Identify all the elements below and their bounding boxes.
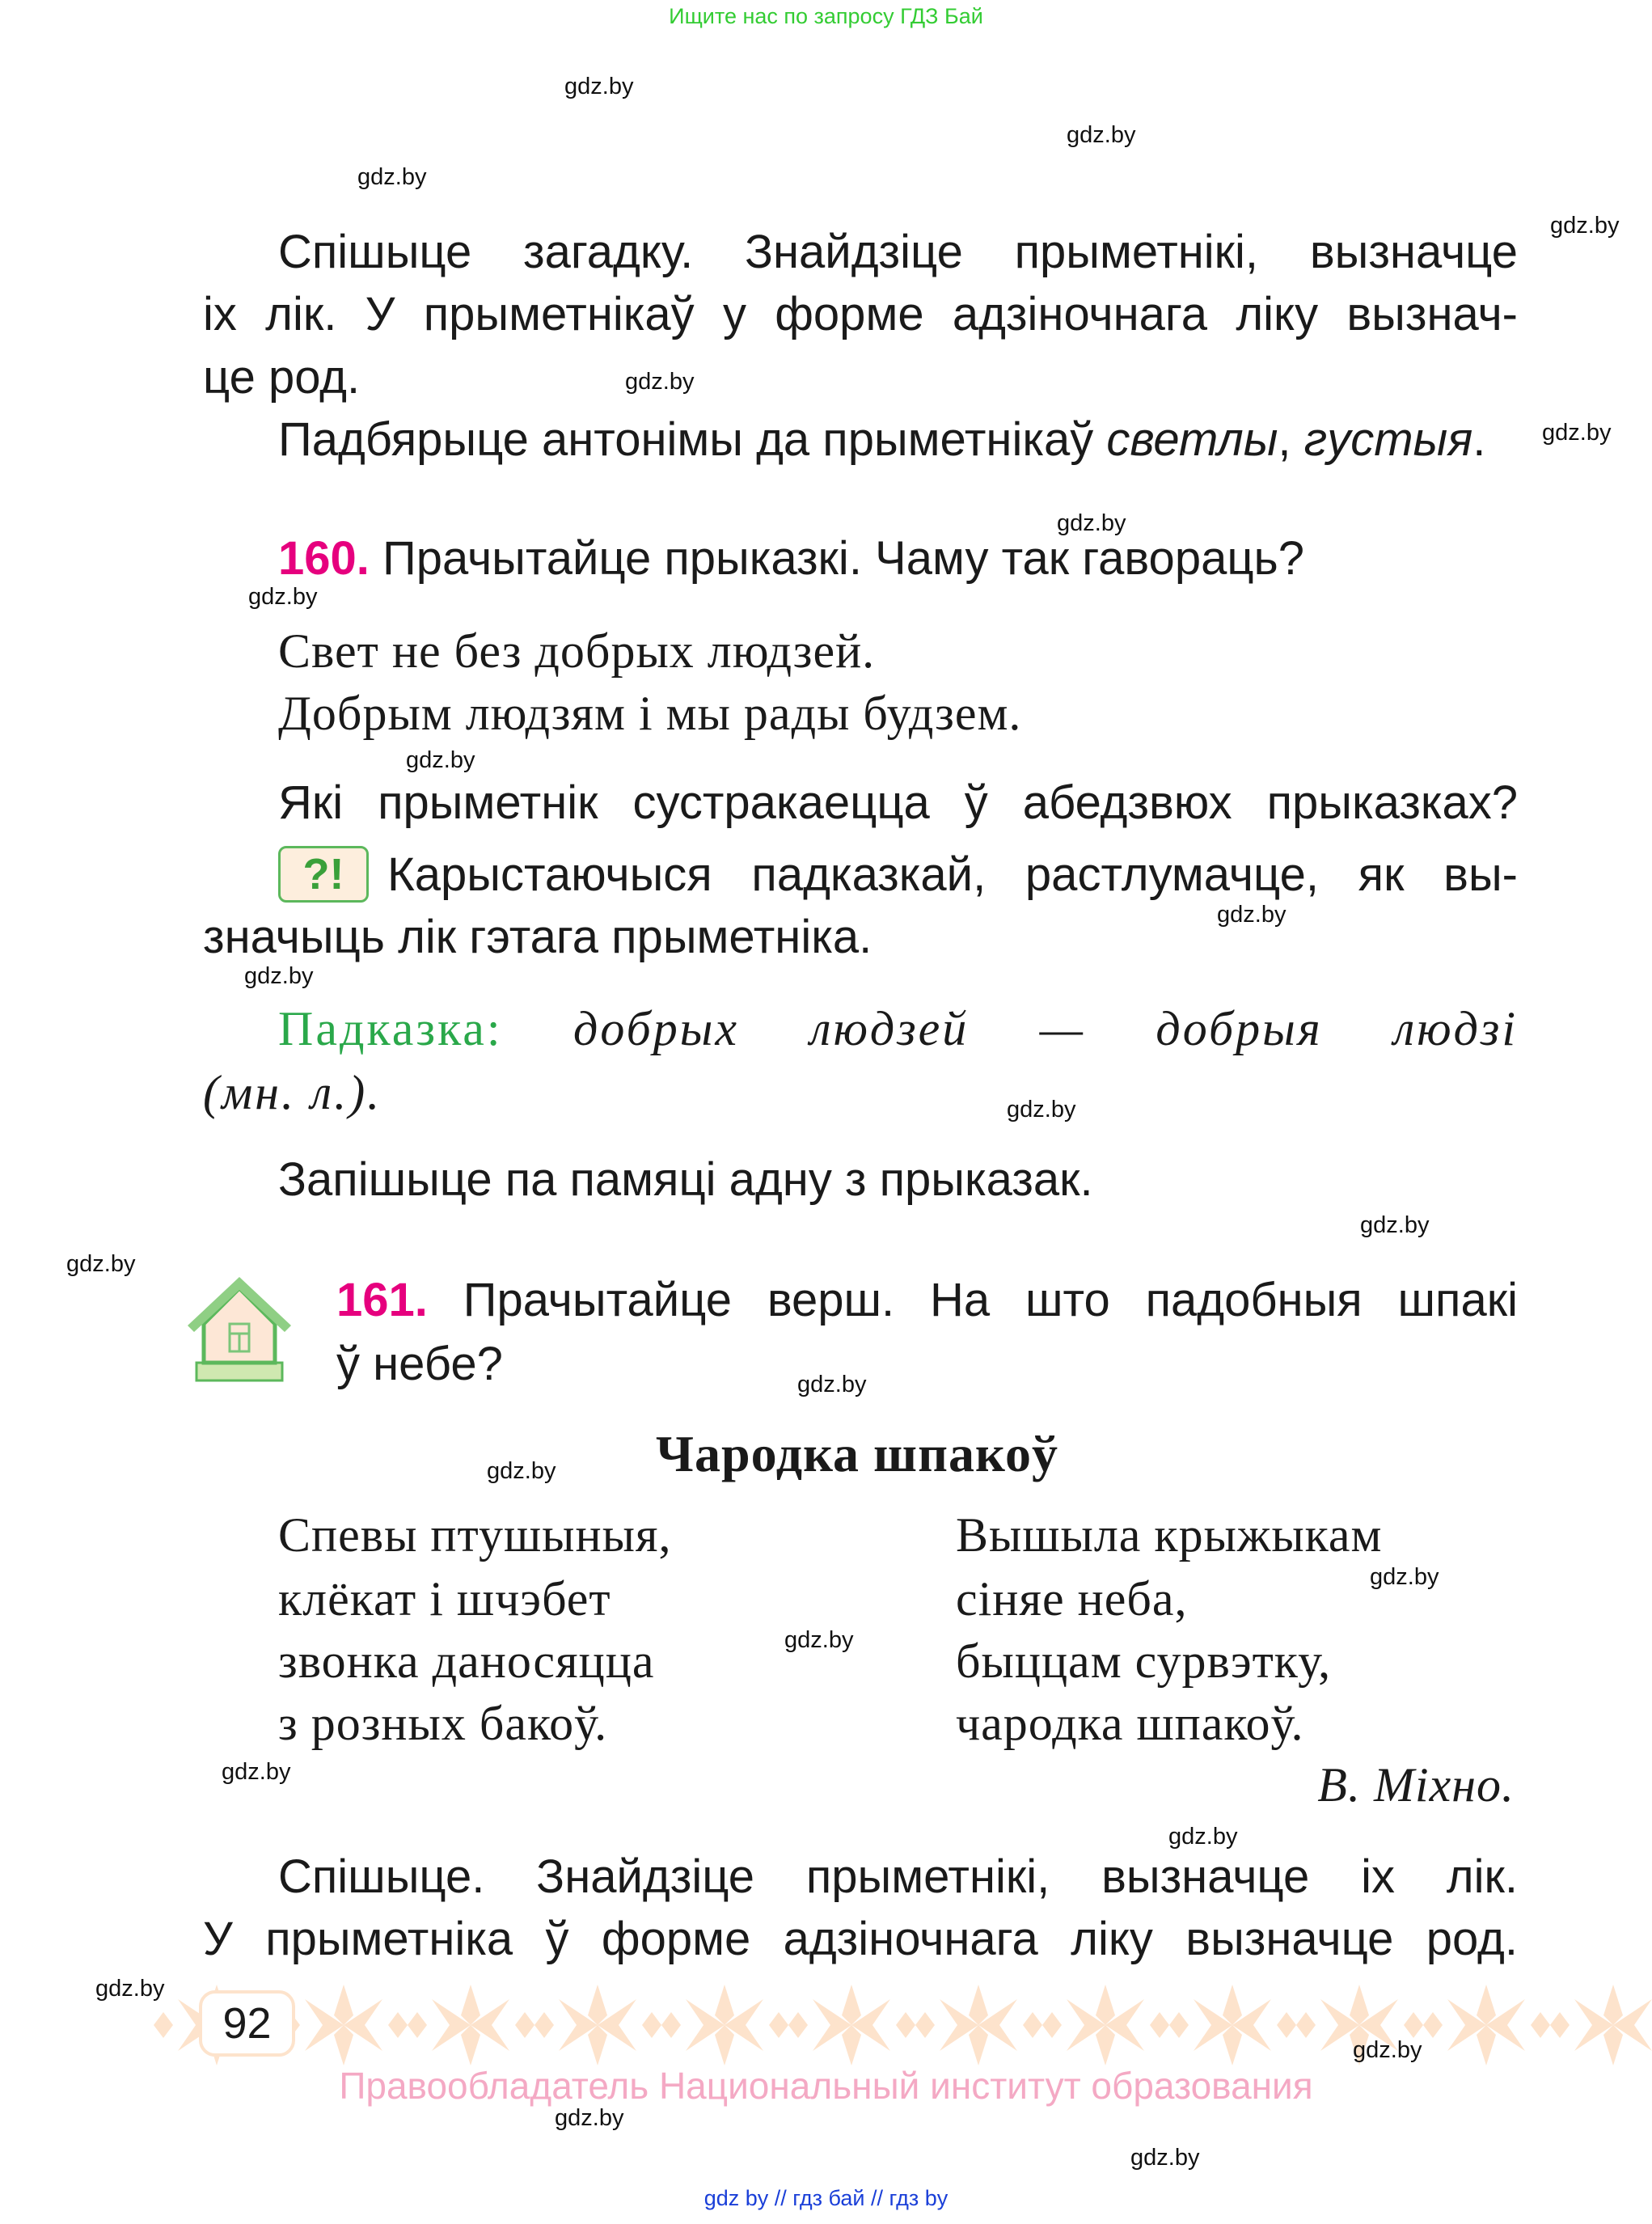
hint-task: Карыстаючыся падказкай, растлумачце, як вы- xyxy=(387,848,1518,901)
watermark: gdz.by xyxy=(784,1627,854,1653)
intro-line: це род. xyxy=(203,351,361,404)
watermark: gdz.by xyxy=(564,74,634,99)
search-hint-banner: Ищите нас по запросу ГДЗ Бай xyxy=(669,4,983,28)
exercise-task: ў небе? xyxy=(336,1338,503,1390)
watermark: gdz.by xyxy=(222,1759,291,1785)
poem-line: звонка даносяцца xyxy=(278,1634,655,1688)
poem-line: з розных бакоў. xyxy=(278,1697,608,1750)
watermark: gdz.by xyxy=(1130,2145,1200,2171)
watermark: gdz.by xyxy=(1370,1564,1439,1590)
watermark: gdz.by xyxy=(1542,420,1612,446)
proverb: Свет не без добрых людзей. xyxy=(278,624,876,678)
watermark: gdz.by xyxy=(1057,510,1126,536)
watermark: gdz.by xyxy=(555,2105,624,2131)
watermark: gdz.by xyxy=(625,369,695,395)
watermark: gdz.by xyxy=(1007,1097,1076,1123)
watermark: gdz.by xyxy=(248,584,318,610)
exercise-task: Прачытайце верш. На што падобныя шпакі xyxy=(463,1274,1518,1326)
watermark: gdz.by xyxy=(66,1251,136,1277)
ornament-band xyxy=(154,1983,1652,2067)
watermark: gdz.by xyxy=(1168,1824,1238,1850)
antonym-task-text: Падбярыце антонімы да прыметнікаў xyxy=(278,413,1107,466)
question: Які прыметнік сустракаецца ў абедзвюх прыказках? xyxy=(278,776,1518,829)
watermark: gdz.by xyxy=(1550,213,1620,239)
poem-line: клёкат і шчэбет xyxy=(278,1572,611,1626)
exercise-number: 160. xyxy=(278,532,370,585)
footer-links[interactable]: gdz by // гдз бай // гдз by xyxy=(703,2186,949,2210)
poem-line: Вышыла крыжыкам xyxy=(956,1508,1383,1562)
home-task-icon xyxy=(184,1274,294,1384)
comma: , xyxy=(1278,413,1304,466)
watermark: gdz.by xyxy=(95,1976,165,2002)
poem-line: чародка шпакоў. xyxy=(956,1697,1304,1750)
hint-task: значыць лік гэтага прыметніка. xyxy=(203,911,872,963)
intro-line: Спішыце загадку. Знайдзіце прыметнікі, вызначце xyxy=(278,226,1518,278)
watermark: gdz.by xyxy=(406,747,475,773)
hint-text: добрых людзей — добрыя людзі xyxy=(573,1002,1518,1055)
exercise-161-heading xyxy=(336,1270,1518,1331)
final-task: Спішыце. Знайдзіце прыметнікі, вызначце іх лік. xyxy=(278,1850,1518,1903)
poem-line: быццам сурвэтку, xyxy=(956,1634,1332,1688)
final-task: У прыметніка ў форме адзіночнага ліку вызначце род. xyxy=(203,1913,1518,1965)
proverb: Добрым людзям і мы рады будзем. xyxy=(278,687,1022,740)
watermark: gdz.by xyxy=(244,963,314,989)
poem-line: Спевы птушыныя, xyxy=(278,1508,672,1562)
hint xyxy=(278,998,1518,1059)
poem-title: Чародка шпакоў xyxy=(656,1425,1058,1482)
watermark: gdz.by xyxy=(1360,1212,1430,1238)
antonym-task xyxy=(278,409,1485,471)
poem-line: сіняе неба, xyxy=(956,1572,1188,1626)
watermark: gdz.by xyxy=(1353,2037,1422,2063)
exercise-160-heading xyxy=(278,528,1304,590)
word-gustyja: густыя xyxy=(1303,413,1473,466)
final-task: Запішыце па памяці адну з прыказак. xyxy=(278,1153,1093,1206)
watermark: gdz.by xyxy=(487,1458,556,1484)
watermark: gdz.by xyxy=(1067,122,1136,148)
hint-badge-icon: ?! xyxy=(278,846,369,903)
watermark: gdz.by xyxy=(357,164,427,190)
word-svetly: светлы xyxy=(1106,413,1278,466)
period: . xyxy=(1472,413,1486,466)
watermark: gdz.by xyxy=(797,1372,867,1397)
exercise-task: Прачытайце прыказкі. Чаму так гавораць? xyxy=(382,532,1305,585)
hint-text: (мн. л.). xyxy=(203,1066,382,1119)
intro-line: іх лік. У прыметнікаў у форме адзіночнага ліку вызнач- xyxy=(203,288,1518,340)
page-number: 92 xyxy=(199,1990,295,2057)
watermark: gdz.by xyxy=(1217,902,1287,928)
exercise-number: 161. xyxy=(336,1274,428,1326)
poem-author: В. Міхно. xyxy=(1317,1758,1515,1812)
hint-label: Падказка: xyxy=(278,1002,503,1055)
copyright-notice: Правообладатель Национальный институт образования xyxy=(339,2065,1313,2107)
